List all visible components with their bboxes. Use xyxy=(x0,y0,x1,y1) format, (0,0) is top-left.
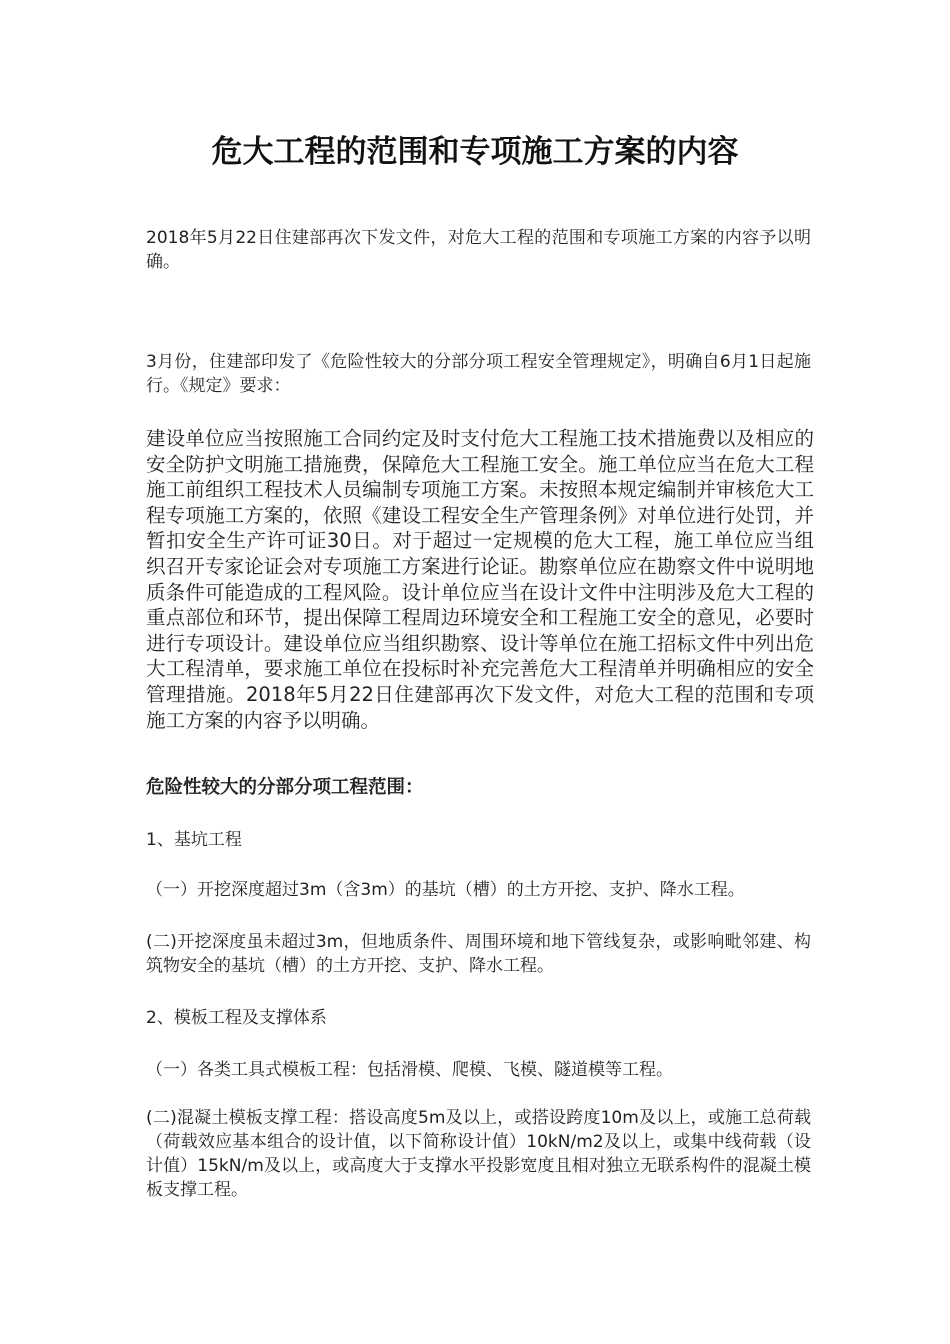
section2-item1: （一）各类工具式模板工程：包括滑模、爬模、飞模、隧道模等工程。 xyxy=(146,1060,673,1080)
section1-item2: (二)开挖深度虽未超过3m，但地质条件、周围环境和地下管线复杂，或影响毗邻建、构筑物安全的基坑（槽）的土方开挖、支护、降水工程。 xyxy=(146,932,811,976)
section2-heading: 2、模板工程及支撑体系 xyxy=(146,1008,327,1028)
scope-heading: 危险性较大的分部分项工程范围： xyxy=(146,777,424,798)
section1-item1: （一）开挖深度超过3m（含3m）的基坑（槽）的土方开挖、支护、降水工程。 xyxy=(146,880,745,900)
section1-heading: 1、基坑工程 xyxy=(146,830,242,850)
section2-item2: (二)混凝土模板支撑工程：搭设高度5m及以上，或搭设跨度10m及以上，或施工总荷载（荷载效应基本组合的设计值，以下简称设计值）10kN/m2及以上，或集中线荷载（设计值）15kN/m及以上，或高度大于支撑水平投影宽度且相对独立无联系构件的混凝土模板支撑工程。 xyxy=(146,1108,811,1200)
intro-paragraph: 2018年5月22日住建部再次下发文件，对危大工程的范围和专项施工方案的内容予以明确。 xyxy=(146,228,811,272)
requirements-paragraph: 建设单位应当按照施工合同约定及时支付危大工程施工技术措施费以及相应的安全防护文明施工措施费，保障危大工程施工安全。施工单位应当在危大工程施工前组织工程技术人员编制专项施工方案。未按照本规定编制并审核危大工程专项施工方案的，依照《建设工程安全生产管理条例》对单位进行处罚，并暂扣安全生产许可证30日。对于超过一定规模的危大工程，施工单位应当组织召开专家论证会对专项施工方案进行论证。勘察单位应在勘察文件中说明地质条件可能造成的工程风险。设计单位应当在设计文件中注明涉及危大工程的重点部位和环节，提出保障工程周边环境安全和工程施工安全的意见，必要时进行专项设计。建设单位应当组织勘察、设计等单位在施工招标文件中列出危大工程清单，要求施工单位在投标时补充完善危大工程清单并明确相应的安全管理措施。2018年5月22日住建部再次下发文件，对危大工程的范围和专项施工方案的内容予以明确。 xyxy=(146,427,814,732)
march-note-paragraph: 3月份，住建部印发了《危险性较大的分部分项工程安全管理规定》，明确自6月1日起施行。《规定》要求： xyxy=(146,352,811,396)
document-title: 危大工程的范围和专项施工方案的内容 xyxy=(211,134,739,170)
